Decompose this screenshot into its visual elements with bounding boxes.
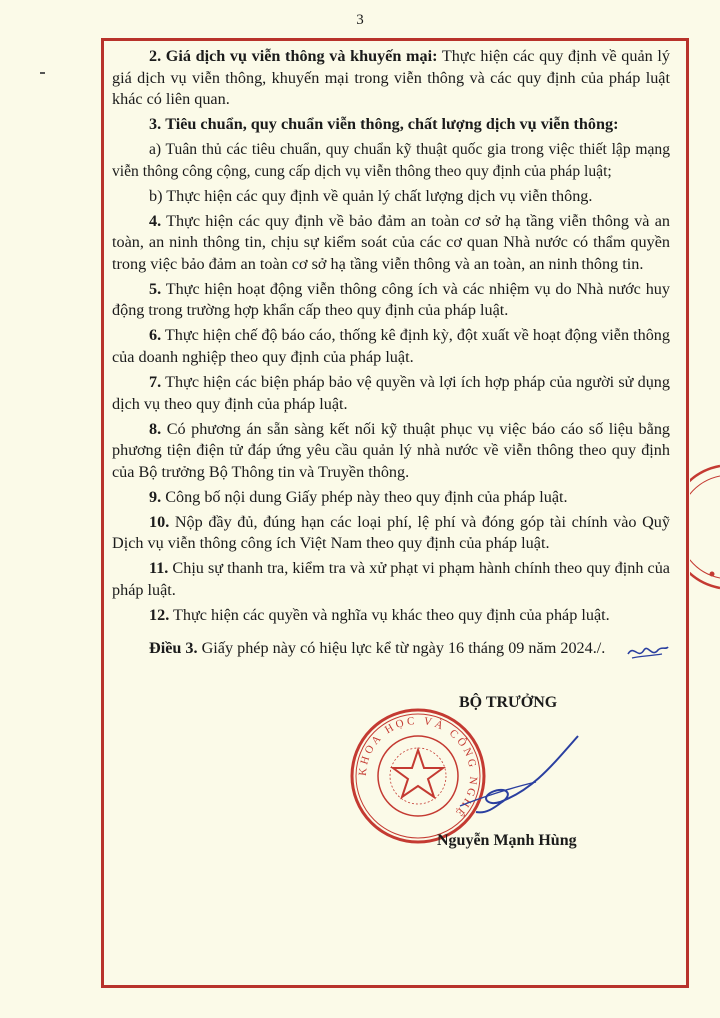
article-3-text: Giấy phép này có hiệu lực kể từ ngày 16 tháng 09 năm 2024./. <box>201 639 606 657</box>
item-11 <box>112 558 670 601</box>
item-2-number: 2. <box>149 47 162 65</box>
item-number: 11. <box>149 559 169 578</box>
item-6 <box>112 325 670 368</box>
item-3-title: Tiêu chuẩn, quy chuẩn viễn thông, chất lượng dịch vụ viễn thông: <box>165 115 619 134</box>
item-text: Thực hiện các biện pháp bảo vệ quyền và lợi ích hợp pháp của người sử dụng dịch vụ theo quy định của pháp luật. <box>112 373 670 413</box>
item-7 <box>112 372 670 415</box>
article-3-label: Điều 3. <box>149 639 198 657</box>
item-text: Chịu sự thanh tra, kiểm tra và xử phạt vi phạm hành chính theo quy định của pháp luật. <box>112 559 670 599</box>
item-number: 9. <box>149 487 162 506</box>
item-text: Thực hiện hoạt động viễn thông công ích và các nhiệm vụ do Nhà nước huy động trong trường hợp khẩn cấp theo quy định của pháp luật. <box>112 279 670 320</box>
item-5 <box>112 279 670 322</box>
item-text: Công bố nội dung Giấy phép này theo quy định của pháp luật. <box>165 487 568 506</box>
item-number: 8. <box>149 419 162 438</box>
signer-name: Nguyễn Mạnh Hùng <box>437 832 577 849</box>
item-number: 7. <box>149 373 162 392</box>
item-text: Có phương án sẵn sàng kết nối kỹ thuật phục vụ việc báo cáo số liệu bằng phương tiện điện tử đáp ứng yêu cầu quản lý nhà nước về viễn thông theo quy định của Bộ trưởng Bộ Thông tin và Truyền thông. <box>112 419 671 481</box>
item-text: Thực hiện chế độ báo cáo, thống kê định kỳ, đột xuất về hoạt động viễn thông của doanh nghiệp theo quy định của pháp luật. <box>112 326 670 367</box>
item-2-text: Thực hiện các quy định về quản lý giá dịch vụ viễn thông, khuyến mại trong viễn thông và các quy định của pháp luật khác có liên quan. <box>112 47 670 109</box>
item-number: 5. <box>149 279 162 298</box>
item-2 <box>112 46 670 111</box>
item-12 <box>112 605 670 627</box>
document-body <box>112 46 670 630</box>
signature-scribble <box>440 728 590 838</box>
item-3 <box>112 114 670 136</box>
item-10 <box>112 512 670 555</box>
seal-text: KHOA HỌC VÀ CÔNG NGHỆ <box>356 714 480 821</box>
item-number: 10. <box>149 512 170 531</box>
item-8 <box>112 419 670 484</box>
item-number: 12. <box>149 605 170 624</box>
signer-title: BỘ TRƯỞNG <box>459 694 558 711</box>
item-number: 6. <box>149 326 162 345</box>
page-number: 3 <box>356 12 364 28</box>
margin-seal-fragment-icon <box>690 462 720 592</box>
item-4 <box>112 211 670 276</box>
article-3 <box>149 638 669 660</box>
item-9 <box>112 487 670 509</box>
item-text: Thực hiện các quyền và nghĩa vụ khác theo quy định của pháp luật. <box>173 605 610 624</box>
item-number: 4. <box>149 211 162 230</box>
initials-mark <box>624 638 670 664</box>
item-3b: b) Thực hiện các quy định về quản lý chất lượng dịch vụ viễn thông. <box>149 186 593 205</box>
item-text: Thực hiện các quy định về bảo đảm an toàn cơ sở hạ tầng viễn thông và an toàn, an ninh thông tin, chịu sự kiểm soát của các cơ quan Nhà nước có thẩm quyền trong việc bảo đảm an toàn cơ sở hạ tầng viễn thông và an toàn, an ninh thông tin. <box>112 211 670 273</box>
item-text: Nộp đầy đủ, đúng hạn các loại phí, lệ phí và đóng góp tài chính vào Quỹ Dịch vụ viễn thông công ích Việt Nam theo quy định của pháp luật. <box>112 512 670 553</box>
item-2-title: Giá dịch vụ viễn thông và khuyến mại: <box>165 47 438 65</box>
item-3a: a) Tuân thủ các tiêu chuẩn, quy chuẩn kỹ thuật quốc gia trong việc thiết lập mạng viễn thông công cộng, cung cấp dịch vụ viễn thông theo quy định của pháp luật; <box>112 141 670 180</box>
scan-speck <box>40 72 45 74</box>
item-3-number: 3. <box>149 115 162 134</box>
